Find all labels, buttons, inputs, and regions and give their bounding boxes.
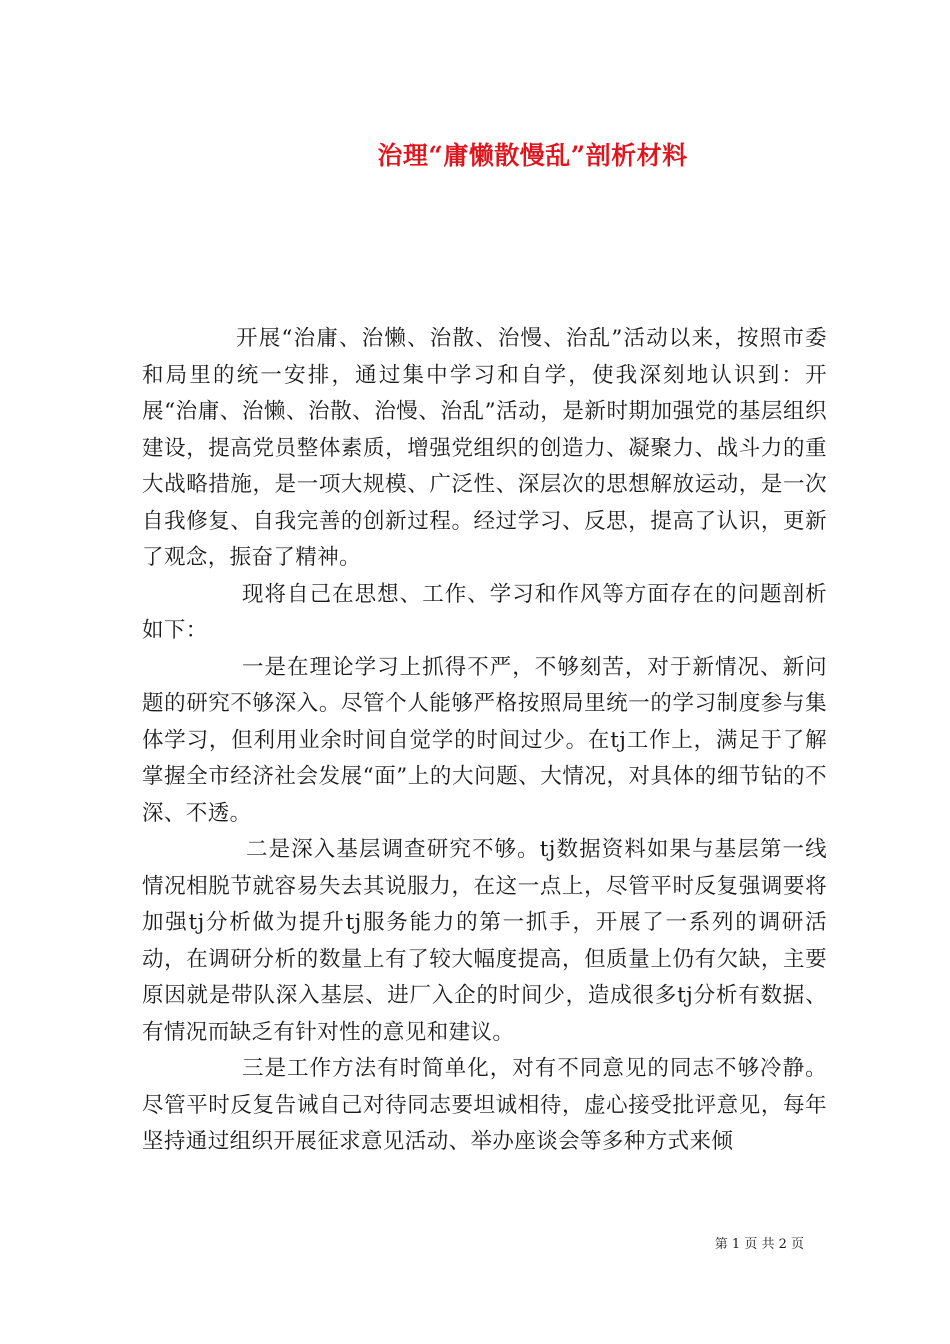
page-number-footer: 第 1 页 共 2 页 — [714, 1237, 804, 1252]
page-title: 治理“庸懒散慢乱”剖析材料 — [377, 141, 688, 170]
document-body — [142, 321, 827, 1161]
paragraph: 现将自己在思想、工作、学习和作风等方面存在的问题剖析如下： — [142, 581, 827, 643]
paragraph: 二是深入基层调查研究不够。tj数据资料如果与基层第一线情况相脱节就容易失去其说服力，在这一点上，尽管平时反复强调要将加强tj分析做为提升tj服务能力的第一抓手，开展了一系列的调研活动，在调研分析的数量上有了较大幅度提高，但质量上仍有欠缺，主要原因就是带队深入基层、进厂入企的时间少，造成很多tj分析有数据、有情况而缺乏有针对性的意见和建议。 — [142, 837, 827, 1045]
paragraph: 三是工作方法有时简单化，对有不同意见的同志不够冷静。尽管平时反复告诫自己对待同志要坦诚相待，虚心接受批评意见，每年坚持通过组织开展征求意见活动、举办座谈会等多种方式来倾 — [142, 1056, 827, 1154]
paragraph: 开展“治庸、治懒、治散、治慢、治乱”活动以来，按照市委和局里的统一安排，通过集中学习和自学，使我深刻地认识到：开展“治庸、治懒、治散、治慢、治乱”活动，是新时期加强党的基层组织建设，提高党员整体素质，增强党组织的创造力、凝聚力、战斗力的重大战略措施，是一项大规模、广泛性、深层次的思想解放运动，是一次自我修复、自我完善的创新过程。经过学习、反思，提高了认识，更新了观念，振奋了精神。 — [142, 326, 827, 570]
paragraph: 一是在理论学习上抓得不严，不够刻苦，对于新情况、新问题的研究不够深入。尽管个人能够严格按照局里统一的学习制度参与集体学习，但利用业余时间自觉学的时间过少。在tj工作上，满足于了解掌握全市经济社会发展“面”上的大问题、大情况，对具体的细节钻的不深、不透。 — [142, 654, 827, 826]
